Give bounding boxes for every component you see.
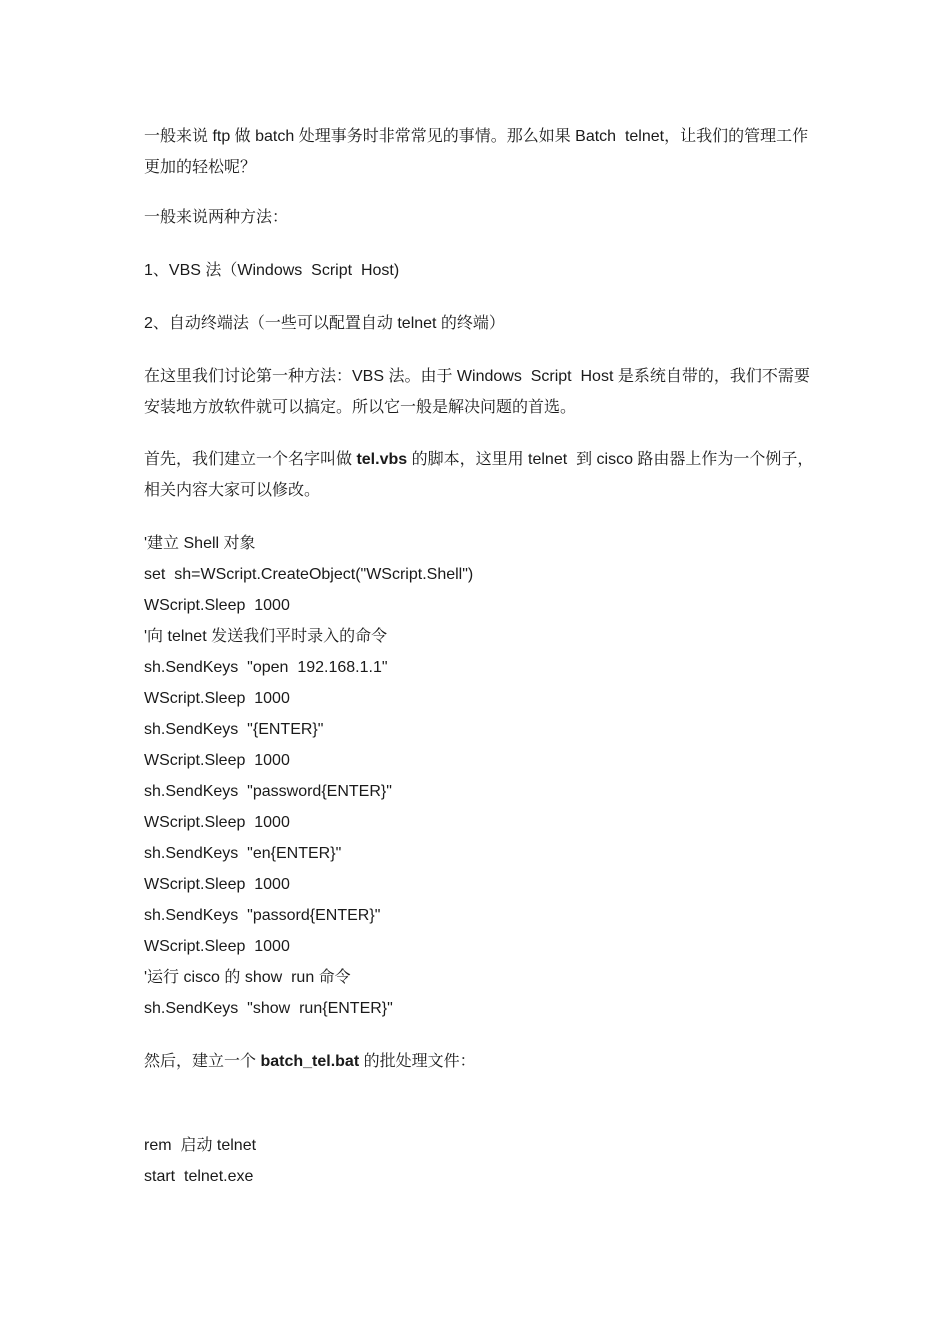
bat-code-line: rem 启动 telnet bbox=[144, 1137, 257, 1154]
vbs-code-line: sh.SendKeys "password{ENTER}" bbox=[144, 783, 392, 800]
script-filename: tel.vbs bbox=[356, 451, 408, 468]
bat-script-block bbox=[144, 1130, 814, 1192]
vbs-code-line: WScript.Sleep 1000 bbox=[144, 938, 290, 955]
method-terminal: 2、自动终端法（一些可以配置自动 telnet 的终端） bbox=[144, 315, 505, 332]
batch-filename: batch_tel.bat bbox=[260, 1053, 360, 1070]
then-step-text-pre: 然后，建立一个 bbox=[144, 1053, 261, 1070]
vbs-code-line: '运行 cisco 的 show run 命令 bbox=[144, 969, 351, 986]
intro-paragraph: 一般来说 ftp 做 batch 处理事务时非常常见的事情。那么如果 Batch telnet，让我们的管理工作更加的轻松呢？ bbox=[144, 128, 809, 176]
vbs-code-line: WScript.Sleep 1000 bbox=[144, 690, 290, 707]
vbs-code-line: sh.SendKeys "{ENTER}" bbox=[144, 721, 324, 738]
vbs-code-line: set sh=WScript.CreateObject("WScript.Shell") bbox=[144, 566, 474, 583]
then-step-text-post: 的批处理文件： bbox=[359, 1053, 476, 1070]
methods-intro: 一般来说两种方法： bbox=[144, 209, 289, 226]
vbs-code-line: sh.SendKeys "open 192.168.1.1" bbox=[144, 659, 388, 676]
blank-line bbox=[144, 1099, 814, 1130]
first-step-text-pre: 首先，我们建立一个名字叫做 bbox=[144, 451, 357, 468]
vbs-script-block bbox=[144, 528, 814, 1024]
vbs-code-line: WScript.Sleep 1000 bbox=[144, 597, 290, 614]
vbs-code-line: '建立 Shell 对象 bbox=[144, 535, 256, 552]
first-step-paragraph bbox=[144, 444, 814, 506]
first-step-text-post: 的脚本，这里用 telnet 到 cisco 路由器上作为一个例子，相关内容大家可以修改。 bbox=[144, 451, 814, 499]
bat-code-line: start telnet.exe bbox=[144, 1168, 254, 1185]
vbs-code-line: WScript.Sleep 1000 bbox=[144, 876, 290, 893]
document-body bbox=[144, 121, 814, 1214]
vbs-code-line: sh.SendKeys "en{ENTER}" bbox=[144, 845, 342, 862]
vbs-code-line: sh.SendKeys "show run{ENTER}" bbox=[144, 1000, 393, 1017]
vbs-code-line: '向 telnet 发送我们平时录入的命令 bbox=[144, 628, 388, 645]
method-vbs: 1、VBS 法（Windows Script Host) bbox=[144, 262, 400, 279]
then-step-paragraph bbox=[144, 1046, 814, 1077]
vbs-code-line: WScript.Sleep 1000 bbox=[144, 814, 290, 831]
vbs-code-line: WScript.Sleep 1000 bbox=[144, 752, 290, 769]
vbs-code-line: sh.SendKeys "passord{ENTER}" bbox=[144, 907, 381, 924]
discussion-paragraph: 在这里我们讨论第一种方法：VBS 法。由于 Windows Script Host 是系统自带的，我们不需要安装地方放软件就可以搞定。所以它一般是解决问题的首选。 bbox=[144, 368, 810, 416]
